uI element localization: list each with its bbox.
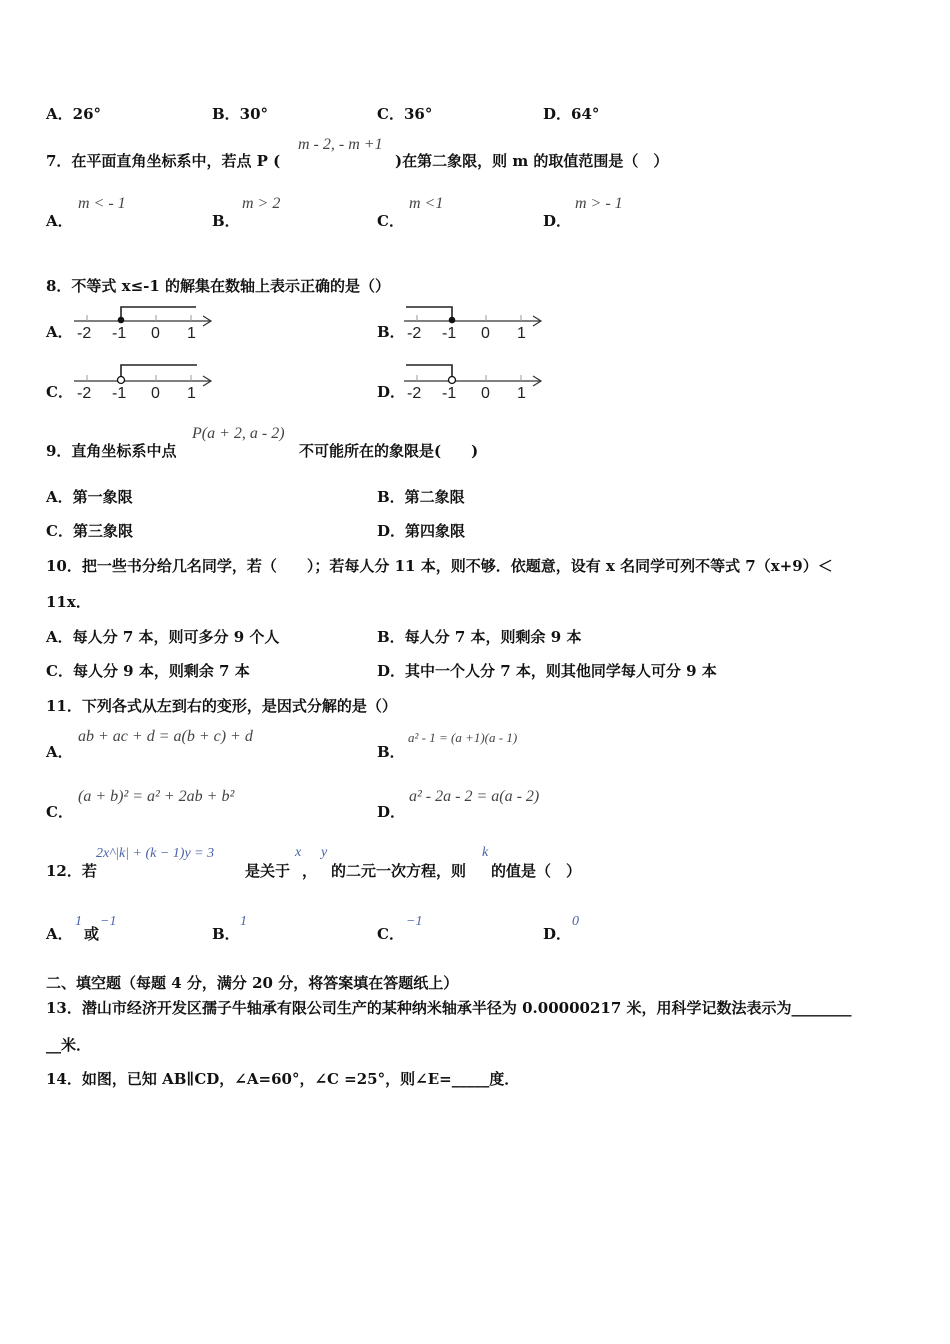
tick-label: 1 [517, 385, 526, 402]
number-line-a [70, 300, 220, 345]
q8-option-a-label: A． [46, 323, 73, 341]
q6-option-a: A．26° [46, 105, 102, 123]
q8-option-d-label: D． [377, 383, 406, 401]
q7-option-d-math: m > - 1 [575, 195, 623, 212]
q7-stem-pre: 7．在平面直角坐标系中，若点 P ( [46, 152, 281, 170]
tick-label: 1 [187, 325, 196, 342]
tick-label: 0 [481, 385, 490, 402]
q12-option-c-label: C． [377, 925, 404, 943]
tick-label: -1 [442, 385, 457, 402]
q10-option-a: A．每人分 7 本，则可多分 9 个人 [46, 628, 280, 646]
q12-option-c-v1: −1 [406, 914, 423, 929]
q11-option-a-math: ab + ac + d = a(b + c) + d [78, 728, 253, 745]
q8-option-b-label: B． [377, 323, 405, 341]
q10-option-d: D．其中一个人分 7 本，则其他同学每人可分 9 本 [377, 662, 717, 680]
tick-label: -2 [407, 385, 422, 402]
number-line-d [400, 360, 550, 405]
tick-label: -1 [112, 325, 127, 342]
q11-stem: 11．下列各式从左到右的变形，是因式分解的是（） [46, 697, 397, 715]
q9-option-d: D．第四象限 [377, 522, 466, 540]
q8-option-c-label: C． [46, 383, 73, 401]
tick-label: -1 [442, 325, 457, 342]
tick-label: -1 [112, 385, 127, 402]
q12-equation: 2x^|k| + (k − 1)y = 3 [96, 846, 215, 861]
q12-var-y: y [321, 845, 328, 860]
q12-stem-post: 的值是（ ） [491, 862, 582, 880]
tick-label: 1 [187, 385, 196, 402]
q12-option-a-v1: 1 [75, 914, 82, 929]
q7-option-c-label: C． [377, 212, 404, 230]
q12-option-d-label: D． [543, 925, 572, 943]
q9-stem-pre: 9．直角坐标系中点 [46, 442, 177, 460]
q12-option-a-label: A． [46, 925, 73, 943]
q11-option-b-math: a² - 1 = (a +1)(a - 1) [408, 730, 518, 745]
tick-label: 0 [481, 325, 490, 342]
q7-point-expr: m - 2, - m +1 [298, 136, 383, 153]
number-line-c [70, 360, 220, 405]
q12-option-b-label: B． [212, 925, 240, 943]
q11-option-d-math: a² - 2a - 2 = a(a - 2) [409, 788, 540, 805]
q14-stem: 14．如图，已知 AB∥CD，∠A=60°，∠C =25°，则∠E=_____度． [46, 1070, 520, 1088]
q7-option-c-math: m <1 [409, 195, 444, 212]
q6-option-b: B．30° [212, 105, 269, 123]
q9-option-b: B．第二象限 [377, 488, 465, 506]
q11-option-b-label: B． [377, 743, 405, 761]
q10-stem-line1: 10．把一些书分给几名同学，若（ ）；若每人分 11 本，则不够．依题意，设有 x 名同学可列不等式 7（x+9）＜ [46, 557, 833, 575]
q12-option-d-v1: 0 [572, 914, 579, 929]
section-heading: 二、填空题（每题 4 分，满分 20 分，将答案填在答题纸上） [46, 974, 459, 992]
tick-label: 0 [151, 385, 160, 402]
q13-stem-line1: 13．潜山市经济开发区孺子牛轴承有限公司生产的某种纳米轴承半径为 0.00000217 米，用科学记数法表示为________ [46, 999, 852, 1017]
q13-stem-line2: __米． [46, 1036, 92, 1054]
q12-option-b-v1: 1 [240, 914, 247, 929]
tick-label: -2 [77, 385, 92, 402]
q9-option-c: C．第三象限 [46, 522, 133, 540]
q12-comma: ， [302, 862, 318, 880]
q12-stem-mid2: 的二元一次方程，则 [331, 862, 467, 880]
q11-option-d-label: D． [377, 803, 406, 821]
q12-var-x: x [295, 845, 302, 860]
q12-var-k: k [482, 845, 489, 860]
tick-label: 1 [517, 325, 526, 342]
q7-option-a-math: m < - 1 [78, 195, 126, 212]
number-line-b [400, 300, 550, 345]
q11-option-c-math: (a + b)² = a² + 2ab + b² [78, 788, 235, 805]
q10-stem-line2: 11x． [46, 593, 91, 611]
tick-label: -2 [407, 325, 422, 342]
tick-label: -2 [77, 325, 92, 342]
q7-option-b-label: B． [212, 212, 240, 230]
q10-option-b: B．每人分 7 本，则剩余 9 本 [377, 628, 582, 646]
q12-stem-pre: 12．若 [46, 862, 97, 880]
q6-option-d: D．64° [543, 105, 600, 123]
q12-option-a-or: 或 [84, 925, 100, 943]
q8-stem: 8．不等式 x≤-1 的解集在数轴上表示正确的是（） [46, 277, 391, 295]
q9-stem-post: 不可能所在的象限是( ) [299, 442, 479, 460]
q9-option-a: A．第一象限 [46, 488, 133, 506]
q7-stem-post: )在第二象限，则 m 的取值范围是（ ） [395, 152, 669, 170]
q9-point-expr: P(a + 2, a - 2) [192, 425, 285, 442]
q11-option-c-label: C． [46, 803, 73, 821]
q12-option-a-v2: −1 [100, 914, 117, 929]
q10-option-c: C．每人分 9 本，则剩余 7 本 [46, 662, 250, 680]
q7-option-b-math: m > 2 [242, 195, 281, 212]
q7-option-a-label: A． [46, 212, 73, 230]
tick-label: 0 [151, 325, 160, 342]
q12-stem-mid1: 是关于 [245, 862, 291, 880]
q6-option-c: C．36° [377, 105, 433, 123]
q11-option-a-label: A． [46, 743, 73, 761]
q7-option-d-label: D． [543, 212, 572, 230]
